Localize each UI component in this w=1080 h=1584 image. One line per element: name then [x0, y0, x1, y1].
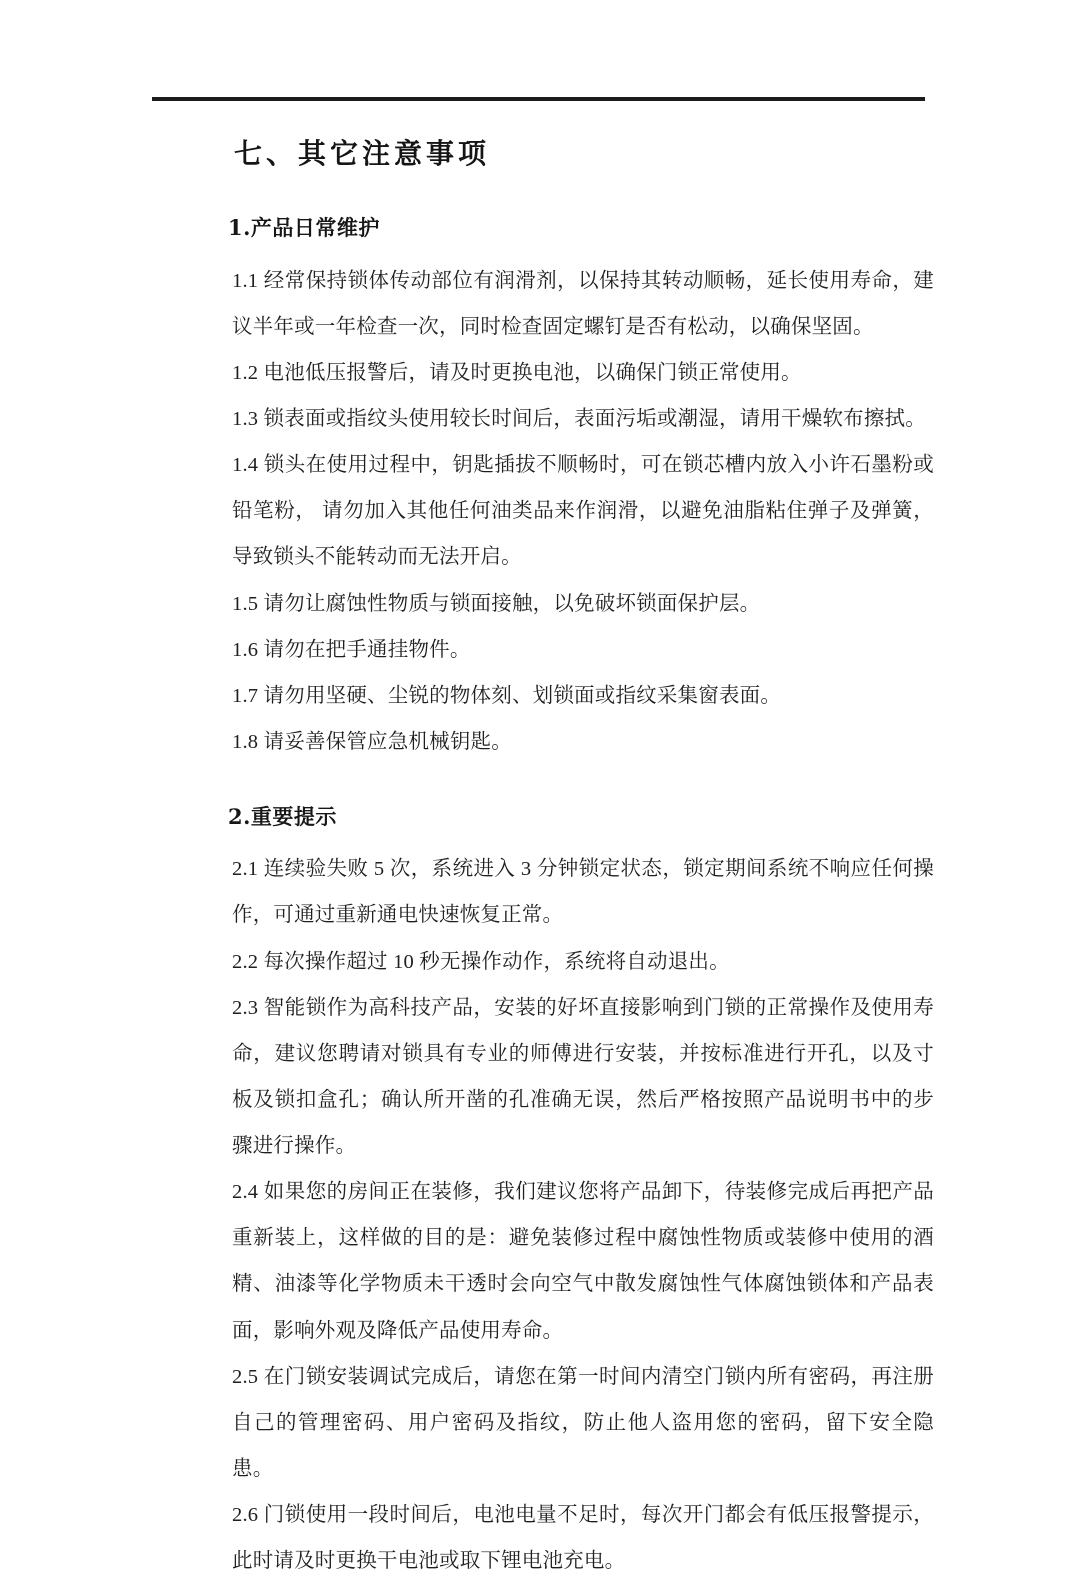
paragraph: 1.3 锁表面或指纹头使用较长时间后，表面污垢或潮湿，请用干燥软布擦拭。 — [232, 408, 926, 431]
paragraph: 1.8 请妥善保管应急机械钥匙。 — [232, 730, 512, 753]
paragraph: 2.3 智能锁作为高科技产品，安装的好坏直接影响到门锁的正常操作及使用寿命，建议您聘请对锁具有专业的师傅进行安装，并按标准进行开孔，以及寸板及锁扣盒孔；确认所开凿的孔准确无误，然后严格按照产品说明书中的步骤进行操作。 — [232, 996, 934, 1158]
subsection-heading-important-notice: 2.重要提示 — [228, 804, 337, 830]
paragraph: 1.7 请勿用坚硬、尘锐的物体刻、划锁面或指纹采集窗表面。 — [232, 684, 782, 707]
paragraph: 2.5 在门锁安装调试完成后，请您在第一时间内清空门锁内所有密码，再注册自己的管理密码、用户密码及指纹，防止他人盗用您的密码，留下安全隐患。 — [232, 1365, 934, 1480]
page-title: 七、其它注意事项 — [234, 137, 491, 170]
paragraph: 1.5 请勿让腐蚀性物质与锁面接触，以免破坏锁面保护层。 — [232, 592, 761, 615]
document-content — [152, 118, 942, 1584]
subsection-heading-daily-maintenance: 1.产品日常维护 — [228, 215, 380, 241]
paragraph: 1.4 锁头在使用过程中，钥匙插拔不顺畅时，可在锁芯槽内放入小许石墨粉或铅笔粉， 请勿加入其他任何油类品来作润滑，以避免油脂粘住弹子及弹簧，导致锁头不能转动而无法开启。 — [232, 454, 934, 569]
paragraph: 2.6 门锁使用一段时间后，电池电量不足时，每次开门都会有低压报警提示，此时请及时更换干电池或取下锂电池充电。 — [232, 1504, 934, 1573]
paragraph: 2.4 如果您的房间正在装修，我们建议您将产品卸下，待装修完成后再把产品重新装上，这样做的目的是：避免装修过程中腐蚀性物质或装修中使用的酒精、油漆等化学物质未干透时会向空气中散发腐蚀性气体腐蚀锁体和产品表面，影响外观及降低产品使用寿命。 — [232, 1181, 934, 1342]
paragraph: 1.6 请勿在把手通挂物件。 — [232, 638, 471, 661]
paragraph: 2.2 每次操作超过 10 秒无操作动作，系统将自动退出。 — [232, 950, 730, 973]
subsection-body-daily-maintenance — [152, 258, 942, 765]
header-divider-rule — [152, 97, 925, 101]
subsection-body-important-notice — [152, 846, 942, 1584]
paragraph: 2.1 连续验失败 5 次，系统进入 3 分钟锁定状态，锁定期间系统不响应任何操作，可通过重新通电快速恢复正常。 — [232, 858, 934, 927]
paragraph: 1.1 经常保持锁体传动部位有润滑剂，以保持其转动顺畅，延长使用寿命，建议半年或一年检查一次，同时检查固定螺钉是否有松动，以确保坚固。 — [232, 269, 934, 338]
paragraph: 1.2 电池低压报警后，请及时更换电池，以确保门锁正常使用。 — [232, 361, 802, 384]
